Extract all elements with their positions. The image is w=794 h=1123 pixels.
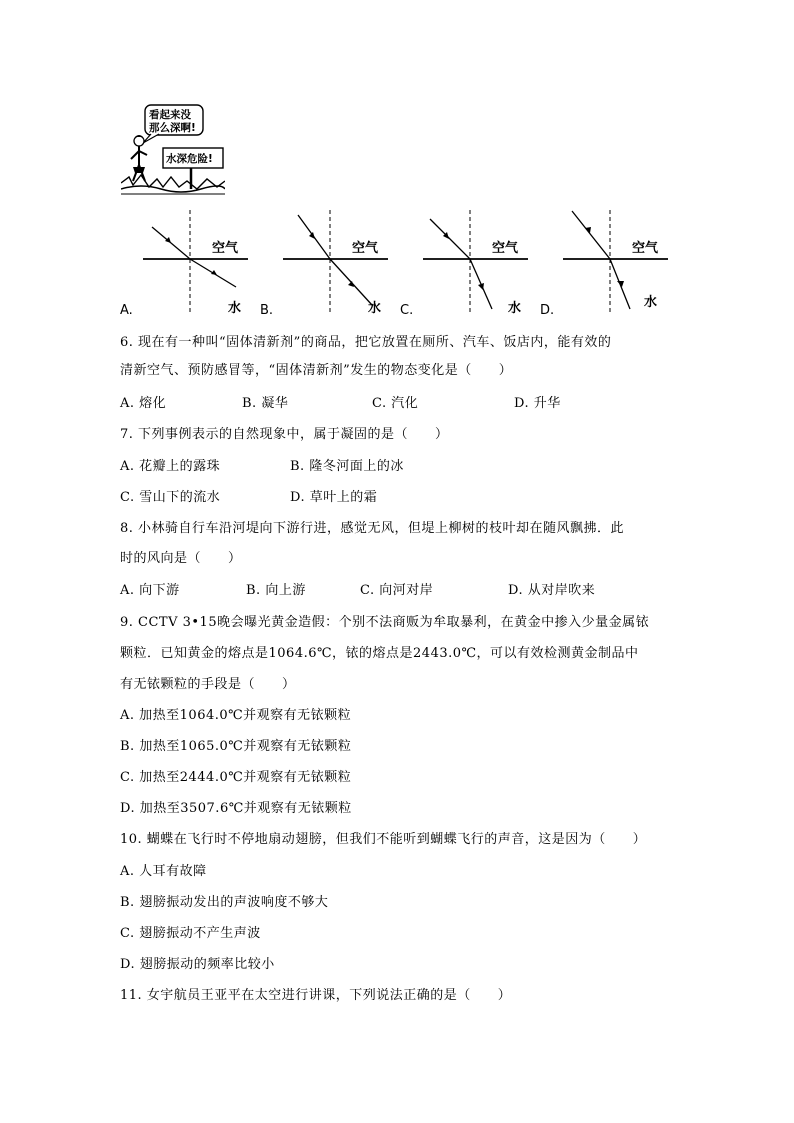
q6-option-d: D. 升华	[514, 396, 561, 411]
water-label-d: 水	[644, 295, 658, 310]
air-label-a: 空气	[212, 241, 239, 256]
q7-option-b: B. 隆冬河面上的冰	[290, 459, 404, 474]
q8-stem-line2: 时的风向是（ ）	[120, 551, 242, 566]
refraction-diagram-b	[278, 205, 388, 320]
air-label-c: 空气	[492, 241, 519, 256]
q9-option-c: C. 加热至2444.0℃并观察有无铱颗粒	[120, 770, 352, 785]
cartoon-bubble-line2: 那么深啊!	[149, 122, 196, 134]
air-label-d: 空气	[632, 241, 659, 256]
q10-option-d: D. 翅膀振动的频率比较小	[120, 957, 275, 972]
q7-stem: 7. 下列事例表示的自然现象中，属于凝固的是（ ）	[120, 427, 449, 442]
q6-option-c: C. 汽化	[372, 396, 419, 411]
water-label-c: 水	[508, 301, 522, 316]
q11-stem: 11. 女宇航员王亚平在太空进行讲课，下列说法正确的是（ ）	[120, 988, 512, 1003]
q7-option-d: D. 草叶上的霜	[290, 490, 378, 505]
option-label-b: B.	[260, 303, 274, 318]
refraction-diagram-a	[138, 205, 248, 320]
option-label-c: C.	[400, 303, 414, 318]
q8-option-c: C. 向河对岸	[360, 583, 434, 598]
option-label-a: A.	[120, 303, 133, 318]
water-label-b: 水	[368, 301, 382, 316]
q9-stem-line2: 颗粒．已知黄金的熔点是1064.6℃，铱的熔点是2443.0℃，可以有效检测黄金制品中	[120, 646, 639, 661]
q7-option-a: A. 花瓣上的露珠	[120, 459, 221, 474]
q9-stem-line1: 9. CCTV 3•15晚会曝光黄金造假：个别不法商贩为牟取暴利，在黄金中掺入少量金属铱	[120, 615, 650, 630]
q8-option-d: D. 从对岸吹来	[508, 583, 596, 598]
q10-option-c: C. 翅膀振动不产生声波	[120, 926, 261, 941]
q10-option-b: B. 翅膀振动发出的声波响度不够大	[120, 895, 329, 910]
q6-option-b: B. 凝华	[242, 396, 289, 411]
q10-option-a: A. 人耳有故障	[120, 864, 207, 879]
refraction-diagram-c	[418, 205, 528, 320]
q9-stem-line3: 有无铱颗粒的手段是（ ）	[120, 677, 296, 692]
q9-option-b: B. 加热至1065.0℃并观察有无铱颗粒	[120, 739, 352, 754]
air-label-b: 空气	[352, 241, 379, 256]
refraction-diagram-d	[558, 205, 668, 320]
q8-option-a: A. 向下游	[120, 583, 180, 598]
q10-stem: 10. 蝴蝶在飞行时不停地扇动翅膀，但我们不能听到蝴蝶飞行的声音，这是因为（ ）	[120, 832, 647, 847]
q6-option-a: A. 熔化	[120, 396, 167, 411]
q9-option-a: A. 加热至1064.0℃并观察有无铱颗粒	[120, 708, 352, 723]
q6-stem-line2: 清新空气、预防感冒等，“固体清新剂”发生的物态变化是（ ）	[120, 363, 513, 378]
water-label-a: 水	[228, 301, 242, 316]
cartoon-illustration	[121, 103, 225, 195]
q8-option-b: B. 向上游	[246, 583, 306, 598]
cartoon-sign-text: 水深危险!	[166, 153, 213, 165]
q8-stem-line1: 8. 小林骑自行车沿河堤向下游行进，感觉无风，但堤上柳树的枝叶却在随风飘拂．此	[120, 521, 625, 536]
q6-stem-line1: 6. 现在有一种叫“固体清新剂”的商品，把它放置在厕所、汽车、饭店内，能有效的	[120, 335, 612, 350]
q9-option-d: D. 加热至3507.6℃并观察有无铱颗粒	[120, 801, 352, 816]
q7-option-c: C. 雪山下的流水	[120, 490, 221, 505]
cartoon-bubble-line1: 看起来没	[149, 109, 191, 121]
option-label-d: D.	[540, 303, 555, 318]
